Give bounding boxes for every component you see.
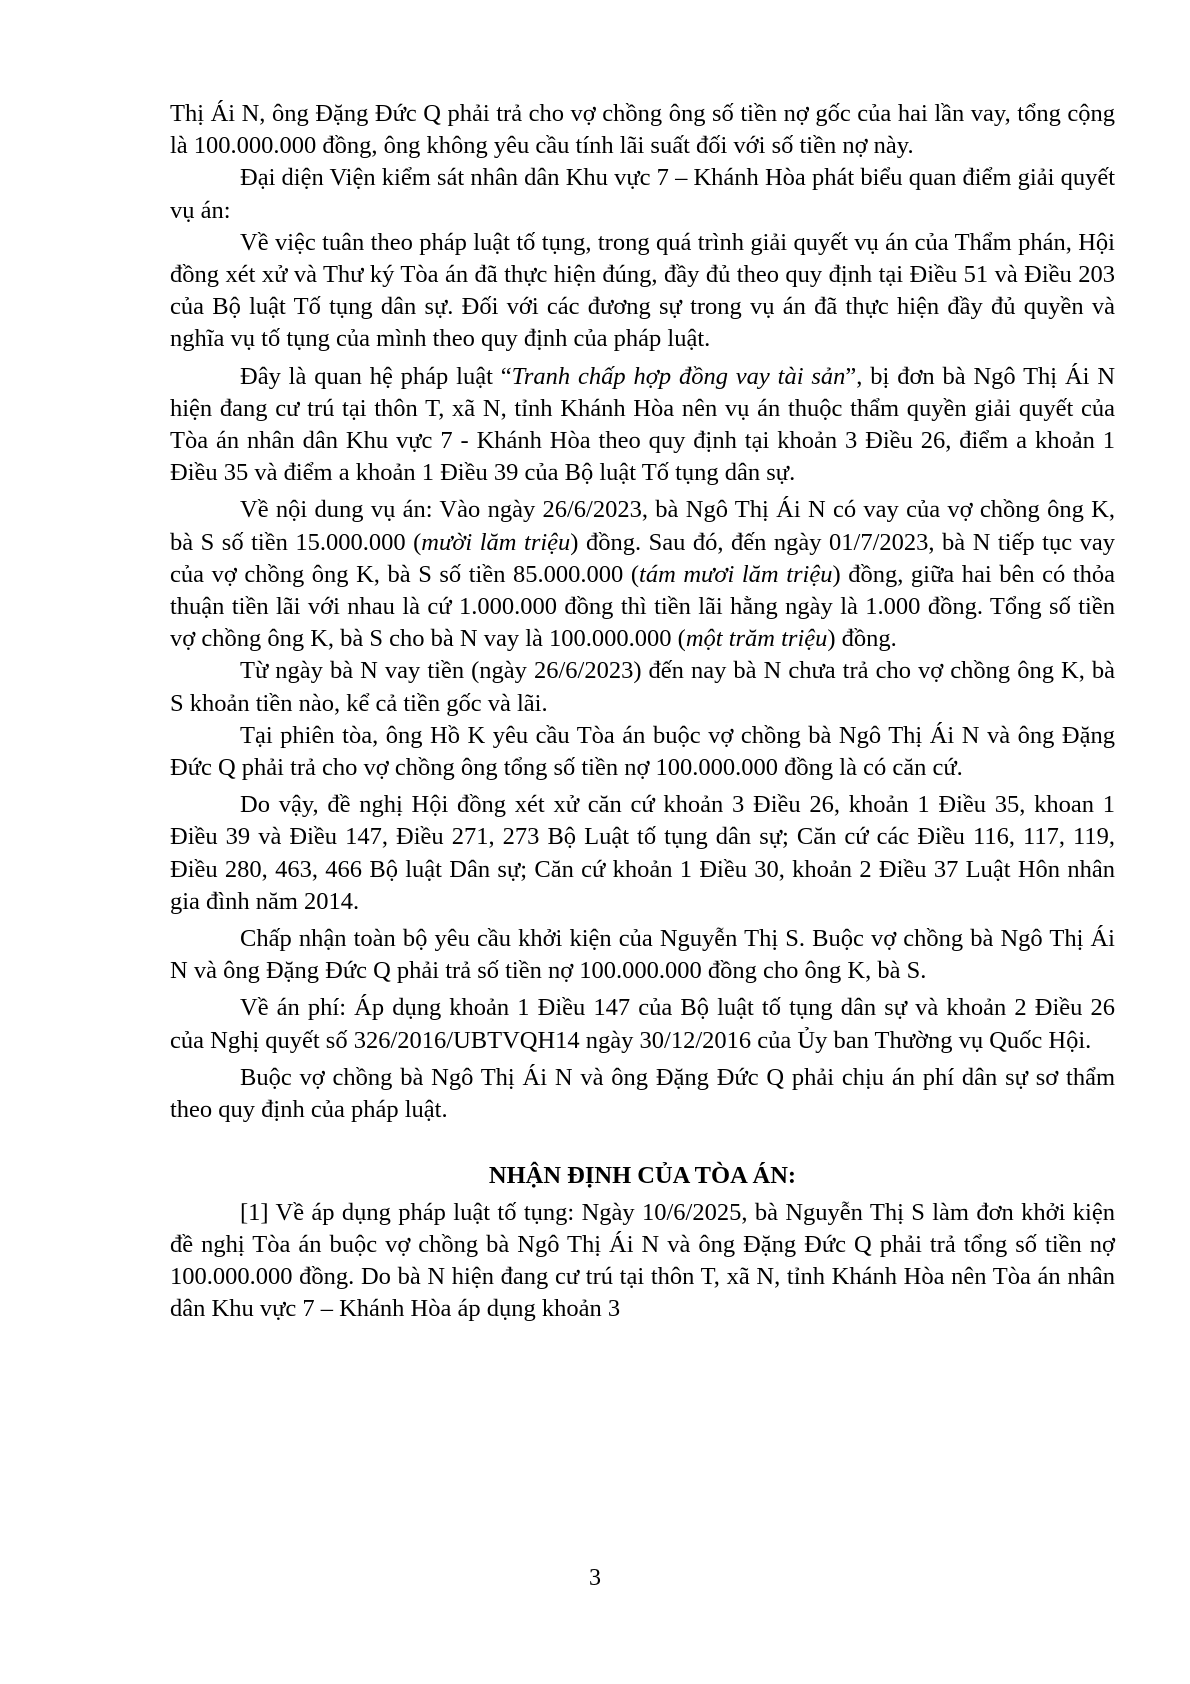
text-run: ) đồng, giữa hai bên có thỏa thuận tiền lãi với nhau là cứ 1.000.000 đồng thì tiền lãi hằng ngày là 1.000 đồng. Tổng số tiền vợ chồng ông K, bà S cho bà N vay là 100.000.000 (: [170, 560, 1116, 653]
italic-run: tám mươi lăm triệu: [639, 560, 833, 588]
text-run: ) đồng.: [827, 625, 897, 653]
paragraph-hearing-request: Tại phiên tòa, ông Hồ K yêu cầu Tòa án buộc vợ chồng bà Ngô Thị Ái N và ông Đặng Đức Q phải trả cho vợ chồng ông tổng số tiền nợ 100.000.000 đồng là có căn cứ.: [170, 721, 1115, 782]
paragraph-continuation: Thị Ái N, ông Đặng Đức Q phải trả cho vợ chồng ông số tiền nợ gốc của hai lần vay, tổng cộng là 100.000.000 đồng, ông không yêu cầu tính lãi suất đối với số tiền nợ này.: [170, 100, 1115, 160]
paragraph-case-content: [170, 494, 1115, 655]
italic-run: Tranh chấp hợp đồng vay tài sản: [511, 362, 846, 390]
text-run: Về nội dung vụ án: Vào ngày 26/6/2023, bà Ngô Thị Ái N có vay của vợ chồng ông K, bà S số tiền 15.000.000 (: [170, 496, 1115, 556]
section-heading: NHẬN ĐỊNH CỦA TÒA ÁN:: [488, 1162, 797, 1190]
paragraph-procuracy-intro: Đại diện Viện kiểm sát nhân dân Khu vực 7 – Khánh Hòa phát biểu quan điểm giải quyết vụ án:: [170, 164, 1115, 224]
italic-run: một trăm triệu: [685, 625, 828, 653]
paragraph-fee-obligation: Buộc vợ chồng bà Ngô Thị Ái N và ông Đặng Đức Q phải chịu án phí dân sự sơ thẩm theo quy định của pháp luật.: [170, 1063, 1115, 1124]
paragraph-legal-relation: [170, 361, 1115, 490]
paragraph-accept-claim: Chấp nhận toàn bộ yêu cầu khởi kiện của Nguyễn Thị S. Buộc vợ chồng bà Ngô Thị Ái N và ông Đặng Đức Q phải trả số tiền nợ 100.000.000 đồng cho ông K, bà S.: [170, 925, 1115, 985]
paragraph-procedure-compliance: Về việc tuân theo pháp luật tố tụng, trong quá trình giải quyết vụ án của Thẩm phán, Hội đồng xét xử và Thư ký Tòa án đã thực hiện đúng, đầy đủ theo quy định tại Điều 51 và Điều 203 của Bộ luật Tố tụng dân sự. Đối với các đương sự trong vụ án đã thực hiện đầy đủ quyền và nghĩa vụ tố tụng của mình theo quy định của pháp luật.: [170, 228, 1115, 353]
text-run: Đây là quan hệ pháp luật “: [240, 362, 512, 390]
text-run: ”, bị đơn bà Ngô Thị Ái N hiện đang cư trú tại thôn T, xã N, tỉnh Khánh Hòa nên vụ án thuộc thẩm quyền giải quyết của Tòa án nhân dân Khu vực 7 - Khánh Hòa theo quy định tại khoản 3 Điều 26, điểm a khoản 1 Điều 35 và điểm a khoản 1 Điều 39 của Bộ luật Tố tụng dân sự.: [170, 362, 1116, 487]
paragraph-court-assessment-1: [1] Về áp dụng pháp luật tố tụng: Ngày 10/6/2025, bà Nguyễn Thị S làm đơn khởi kiện đề nghị Tòa án buộc vợ chồng bà Ngô Thị Ái N và ông Đặng Đức Q phải trả tổng số tiền nợ 100.000.000 đồng. Do bà N hiện đang cư trú tại thôn T, xã N, tỉnh Khánh Hòa nên Tòa án nhân dân Khu vực 7 – Khánh Hòa áp dụng khoản 3: [170, 1198, 1115, 1323]
italic-run: mười lăm triệu: [421, 528, 571, 556]
page-number: 3: [589, 1565, 601, 1591]
paragraph-legal-basis: Do vậy, đề nghị Hội đồng xét xử căn cứ khoản 3 Điều 26, khoản 1 Điều 35, khoan 1 Điều 39 và Điều 147, Điều 271, 273 Bộ Luật tố tụng dân sự; Căn cứ các Điều 116, 117, 119, Điều 280, 463, 466 Bộ luật Dân sự; Căn cứ khoản 1 Điều 30, khoản 2 Điều 37 Luật Hôn nhân gia đình năm 2014.: [170, 791, 1115, 915]
paragraph-no-repayment: Từ ngày bà N vay tiền (ngày 26/6/2023) đến nay bà N chưa trả cho vợ chồng ông K, bà S khoản tiền nào, kể cả tiền gốc và lãi.: [170, 657, 1115, 717]
paragraph-court-fees: Về án phí: Áp dụng khoản 1 Điều 147 của Bộ luật tố tụng dân sự và khoản 2 Điều 26 của Nghị quyết số 326/2016/UBTVQH14 ngày 30/12/2016 của Ủy ban Thường vụ Quốc Hội.: [170, 994, 1115, 1054]
text-run: ) đồng. Sau đó, đến ngày 01/7/2023, bà N tiếp tục vay của vợ chồng ông K, bà S số tiền 85.000.000 (: [170, 528, 1115, 588]
